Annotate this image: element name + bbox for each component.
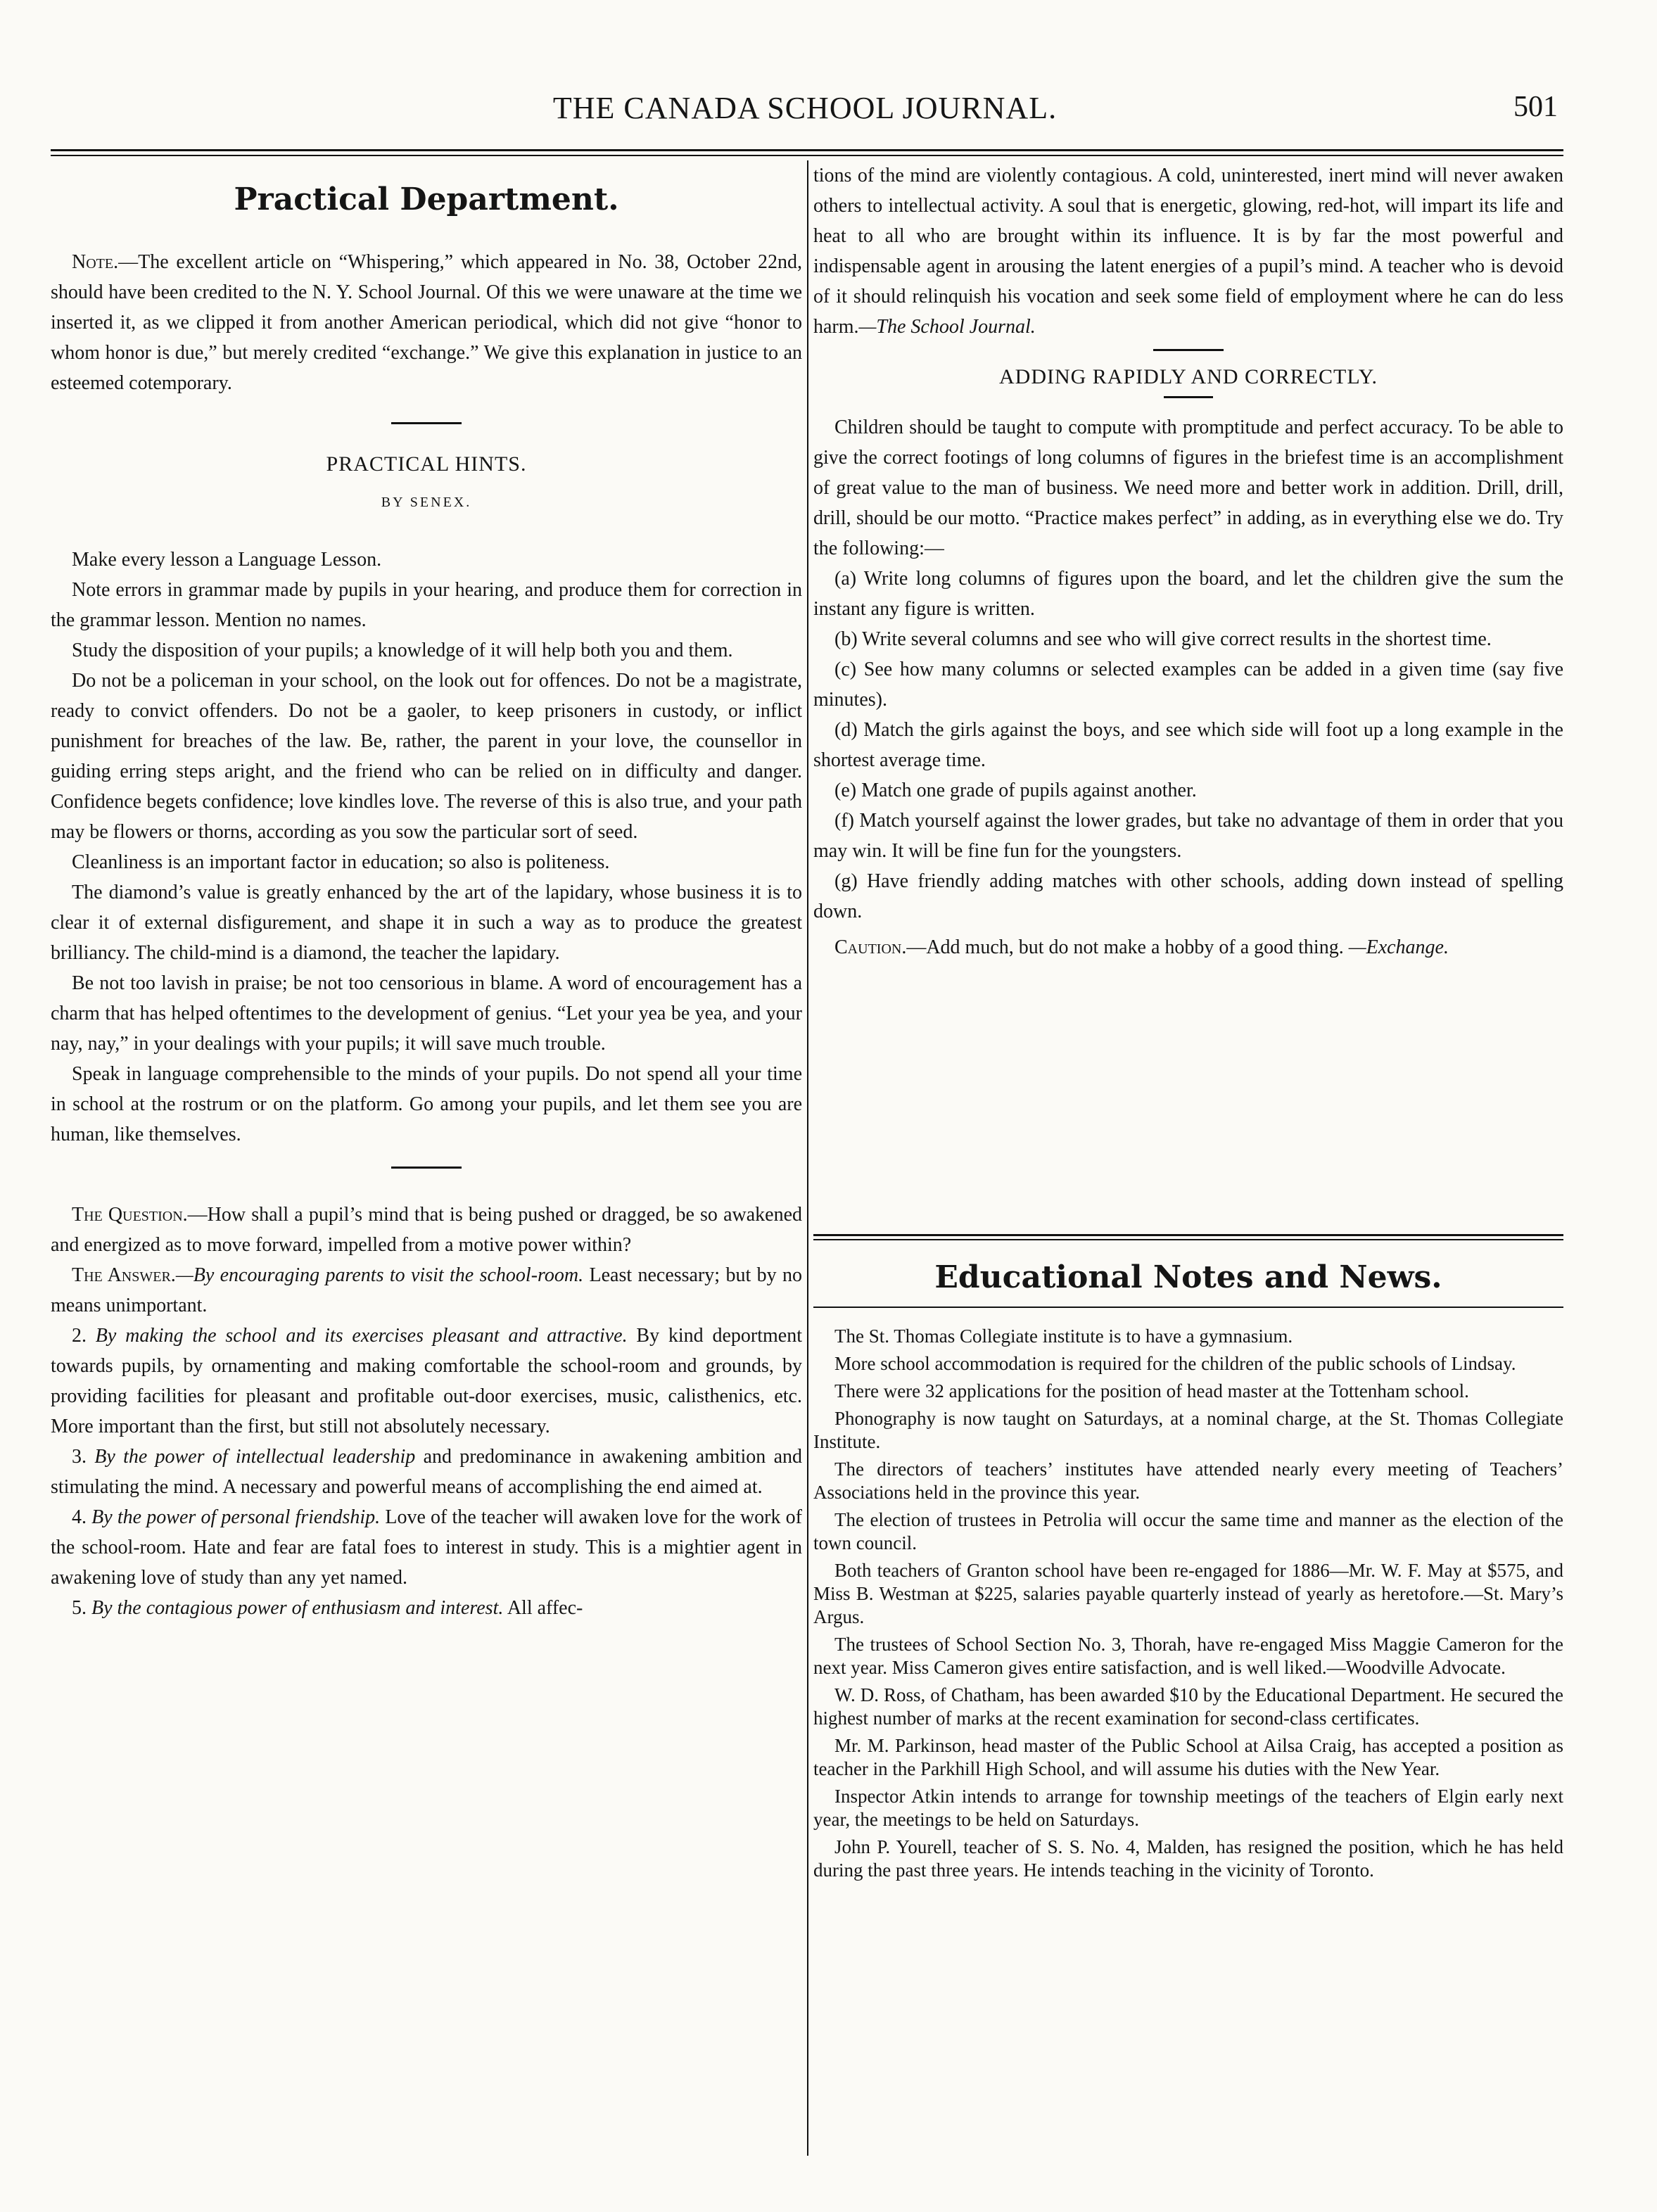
- hints-heading: PRACTICAL HINTS.: [326, 452, 527, 476]
- news-item: Mr. M. Parkinson, head master of the Public School at Ailsa Craig, has accepted a position as teacher in the Parkhill High School, and will assume his duties with the New Year.: [813, 1735, 1563, 1779]
- answer-text: Least necessary; but by no means unimportant.: [51, 1264, 802, 1316]
- answer-italic: —By encouraging parents to visit the school-room.: [175, 1264, 584, 1286]
- point-text: and predominance in awakening ambition and stimulating the mind. A necessary and powerful means of accomplishing the end aimed at.: [51, 1446, 802, 1498]
- news-title-rule: [813, 1307, 1563, 1308]
- point-text: Love of the teacher will awaken love for the work of the school-room. Hate and fear are fatal foes to interest in study. This is a mightier agent in awakening love of study than any yet named.: [51, 1506, 802, 1589]
- adding-intro: Children should be taught to compute with promptitude and perfect accuracy. To be able to give the correct footings of long columns of figures in the briefest time is an accomplishment of great value to the man of business. We need more and better work in addition. Drill, drill, drill, should be our motto. “Practice makes perfect” in adding, as in everything else we do. Try the following:—: [813, 417, 1563, 559]
- news-item: More school accommodation is required for the children of the public schools of Lindsay.: [834, 1353, 1516, 1374]
- adding-item: (f) Match yourself against the lower grades, but take no advantage of them in order that you may win. It will be fine fun for the youngsters.: [813, 810, 1563, 862]
- editor-note: [51, 247, 802, 398]
- news-item: The election of trustees in Petrolia will occur the same time and manner as the election of the town council.: [813, 1509, 1563, 1553]
- adding-heading: ADDING RAPIDLY AND CORRECTLY.: [998, 365, 1378, 388]
- adding-item: (e) Match one grade of pupils against another.: [834, 780, 1197, 801]
- note-text: —The excellent article on “Whispering,” which appeared in No. 38, October 22nd, should have been credited to the N. Y. School Journal. Of this we were unaware at the time we inserted it, as we clipped it from another American periodical, which did not give “honor to whom honor is due,” but merely credited “exchange.” We give this explanation in justice to an esteemed cotemporary.: [51, 251, 802, 394]
- point-number: 3.: [72, 1446, 87, 1468]
- continuation-source: —The School Journal.: [858, 316, 1036, 338]
- point-italic: By the power of intellectual leadership: [87, 1446, 416, 1468]
- point-italic: By the power of personal friendship.: [87, 1506, 381, 1528]
- news-item: There were 32 applications for the position of head master at the Tottenham school.: [834, 1380, 1469, 1401]
- caution-source: —Exchange.: [1348, 936, 1449, 958]
- answer-point: [51, 1502, 802, 1593]
- news-item: W. D. Ross, of Chatham, has been awarded $10 by the Educational Department. He secured the highest number of marks at the recent examination for second-class certificates.: [813, 1684, 1563, 1729]
- news-item: The trustees of School Section No. 3, Thorah, have re-engaged Miss Maggie Cameron for the next year. Miss Cameron gives entire satisfaction, and is well liked.—Woodville Advocate.: [813, 1634, 1563, 1678]
- continued-paragraph: [813, 160, 1563, 342]
- answer-lead: The Answer.: [72, 1264, 176, 1286]
- news-title: Educational Notes and News.: [934, 1259, 1442, 1295]
- point-italic: By the contagious power of enthusiasm and interest.: [87, 1597, 504, 1619]
- hint-paragraph: Study the disposition of your pupils; a knowledge of it will help both you and them.: [72, 640, 733, 661]
- point-number: 4.: [72, 1506, 87, 1528]
- question-paragraph: [51, 1200, 802, 1260]
- right-column: [813, 160, 1563, 962]
- adding-item: (d) Match the girls against the boys, and see which side will foot up a long example in the shortest average time.: [813, 719, 1563, 771]
- answer-paragraph: [51, 1260, 802, 1321]
- point-text: By kind deportment towards pupils, by ornamenting and making comfortable the school-room and grounds, by providing facilities for pleasant and profitable out-door exercises, music, calisthenics, etc. More important than the first, but still not absolutely necessary.: [51, 1325, 802, 1437]
- point-italic: By making the school and its exercises pleasant and attractive.: [87, 1325, 628, 1347]
- news-item: The St. Thomas Collegiate institute is to have a gymnasium.: [834, 1326, 1293, 1347]
- divider: [391, 422, 462, 424]
- point-number: 5.: [72, 1597, 87, 1619]
- hint-paragraph: Do not be a policeman in your school, on the look out for offences. Do not be a magistrate, ready to convict offenders. Do not be a gaoler, to keep prisoners in custody, or inflict punishment for breaches of the law. Be, rather, the parent in your love, the counsellor in guiding erring steps aright, and the friend who can be relied on in difficulty and danger. Confidence begets confidence; love kindles love. The reverse of this is also true, and your path may be flowers or thorns, according as you sow the particular sort of seed.: [51, 670, 802, 843]
- adding-item: (c) See how many columns or selected examples can be added in a given time (say five minutes).: [813, 659, 1563, 711]
- divider: [391, 1167, 462, 1169]
- answer-point: [51, 1593, 802, 1623]
- news-item: The directors of teachers’ institutes have attended nearly every meeting of Teachers’ Associations held in the province this year.: [813, 1458, 1563, 1503]
- page-number: 501: [1513, 91, 1558, 123]
- page-header: [52, 90, 1558, 139]
- news-item: John P. Yourell, teacher of S. S. No. 4, Malden, has resigned the position, which he has held during the past three years. He intends teaching in the vicinity of Toronto.: [813, 1836, 1563, 1881]
- answer-point: [51, 1442, 802, 1502]
- divider: [1164, 396, 1213, 398]
- news-item: Both teachers of Granton school have been re-engaged for 1886—Mr. W. F. May at $575, and Miss B. Westman at $225, salaries payable quarterly instead of yearly as heretofore.—St. Mary’s Argus.: [813, 1560, 1563, 1627]
- question-text: —How shall a pupil’s mind that is being pushed or dragged, be so awakened and energized as to move forward, impelled from a motive power within?: [51, 1204, 802, 1256]
- caution-paragraph: [813, 932, 1563, 962]
- adding-item: (b) Write several columns and see who will give correct results in the shortest time.: [834, 628, 1492, 650]
- continuation-text: tions of the mind are violently contagious. A cold, uninterested, inert mind will never awaken others to intellectual activity. A soul that is energetic, glowing, red-hot, will impart its life and heat to all who are brought within its influence. It is by far the most powerful and indispensable agent in arousing the latent energies of a pupil’s mind. A teacher who is devoid of it should relinquish his vocation and seek some field of employment where he can do less harm.: [813, 165, 1563, 338]
- hint-paragraph: Cleanliness is an important factor in education; so also is politeness.: [72, 851, 610, 873]
- divider: [1153, 349, 1224, 351]
- news-rule-bottom: [813, 1239, 1563, 1240]
- left-column: [51, 160, 802, 1623]
- byline: BY SENEX.: [381, 495, 472, 510]
- news-rule-top: [813, 1234, 1563, 1236]
- question-lead: The Question.: [72, 1204, 188, 1226]
- journal-title: THE CANADA SCHOOL JOURNAL.: [552, 91, 1058, 125]
- point-number: 2.: [72, 1325, 87, 1347]
- hint-paragraph: The diamond’s value is greatly enhanced by the art of the lapidary, whose business it is to clear it of external disfigurement, and shape it in such a way as to produce the greatest brilliancy. The child-mind is a diamond, the teacher the lapidary.: [51, 882, 802, 964]
- caution-text: —Add much, but do not make a hobby of a good thing.: [906, 936, 1344, 958]
- adding-item: (g) Have friendly adding matches with other schools, adding down instead of spelling down.: [813, 870, 1563, 922]
- hint-paragraph: Make every lesson a Language Lesson.: [72, 549, 382, 571]
- header-rule-top: [51, 149, 1563, 151]
- adding-item: (a) Write long columns of figures upon the board, and let the children give the sum the instant any figure is written.: [813, 568, 1563, 620]
- hint-paragraph: Be not too lavish in praise; be not too censorious in blame. A word of encouragement has a charm that has helped oftentimes to the development of genius. “Let your yea be yea, and your nay, nay,” in your dealings with your pupils; it will save much trouble.: [51, 972, 802, 1055]
- column-divider: [807, 160, 808, 2156]
- caution-lead: Caution.: [834, 936, 907, 958]
- news-section: [813, 1247, 1563, 1886]
- point-text: All affec-: [503, 1597, 583, 1619]
- hint-paragraph: Speak in language comprehensible to the minds of your pupils. Do not spend all your time in school at the rostrum or on the platform. Go among your pupils, and let them see you are human, like themselves.: [51, 1063, 802, 1145]
- news-item: Inspector Atkin intends to arrange for township meetings of the teachers of Elgin early next year, the meetings to be held on Saturdays.: [813, 1786, 1563, 1830]
- header-rule-bottom: [51, 155, 1563, 156]
- section-title: Practical Department.: [234, 182, 619, 217]
- answer-point: [51, 1321, 802, 1442]
- news-item: Phonography is now taught on Saturdays, at a nominal charge, at the St. Thomas Collegiate Institute.: [813, 1408, 1563, 1452]
- note-lead: Note.: [72, 251, 119, 273]
- hint-paragraph: Note errors in grammar made by pupils in your hearing, and produce them for correction in the grammar lesson. Mention no names.: [51, 579, 802, 631]
